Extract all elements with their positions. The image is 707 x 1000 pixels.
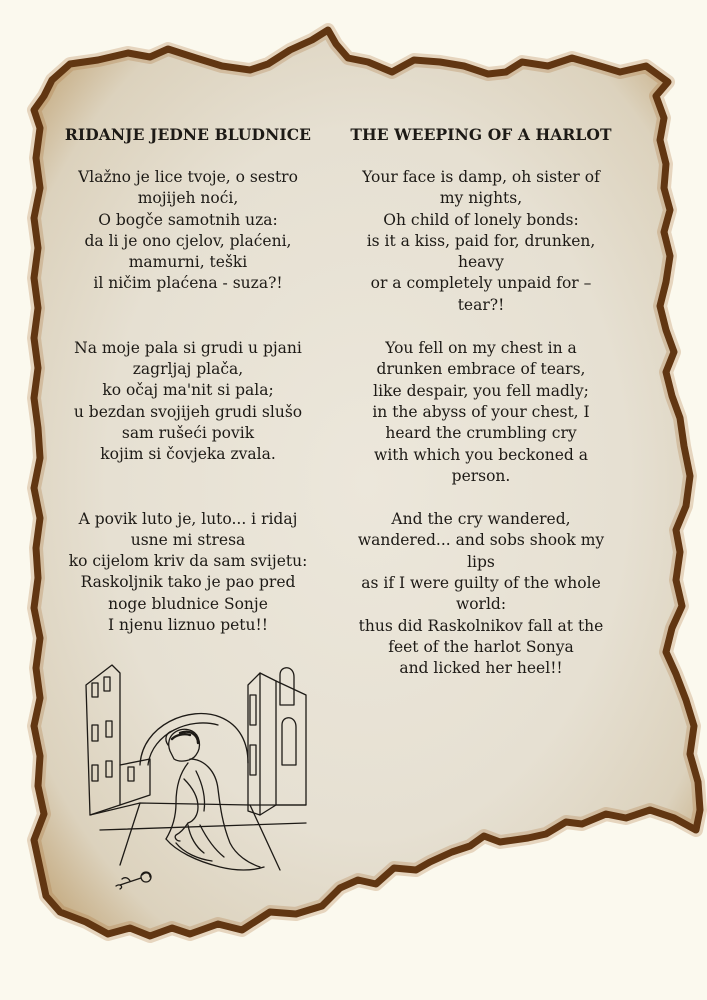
poem-line: drunken embrace of tears, [376,360,586,379]
left-poem [57,124,319,636]
poem-line: il ničim plaćena - suza?! [93,274,283,293]
poem-line: noge bludnice Sonje [108,594,268,613]
kneeling-woman-in-street-drawing [80,655,315,895]
poem-line: heard the crumbling cry [385,424,577,443]
poem-line: O bogče samotnih uza: [98,210,278,229]
poem-line: da li je ono cjelov, plaćeni, [84,231,292,250]
poem-line: feet of the harlot Sonya [388,637,574,656]
poem-line: usne mi stresa [130,530,246,549]
poem-line: in the abyss of your chest, I [372,402,590,421]
poem-line: or a completely unpaid for – [370,274,592,293]
poem-line: heavy [458,253,504,272]
poem-line: Na moje pala si grudi u pjani [74,338,302,357]
poem-line: person. [451,466,511,485]
right-poem-title: THE WEEPING OF A HARLOT [350,125,612,144]
poem-line: with which you beckoned a [374,445,588,464]
poem-line: my nights, [439,189,523,208]
poem-line: zagrljaj plača, [132,360,244,379]
poem-line: tear?! [457,295,505,314]
poem-line: thus did Raskolnikov fall at the [358,616,604,635]
poem-line: wandered... and sobs shook my [357,531,605,550]
poem-line: is it a kiss, paid for, drunken, [366,231,596,250]
poem-line: lips [467,552,495,571]
poem-line: mojijeh noći, [137,189,239,208]
poem-line: and licked her heel!! [399,659,563,678]
left-stanza-1 [57,167,319,295]
poem-line: Your face is damp, oh sister of [362,168,600,186]
poem-line: like despair, you fell madly; [373,381,589,400]
poem-line: You fell on my chest in a [385,339,577,358]
right-stanza-2 [350,338,612,487]
right-poem [350,124,612,680]
poem-line: A povik luto je, luto... i ridaj [78,509,298,528]
poem-line: u bezdan svojijeh grudi slušo [73,402,303,421]
poem-line: ko cijelom kriv da sam svijetu: [68,552,308,571]
poem-line: mamurni, teški [128,253,248,272]
poem-line: Vlažno je lice tvoje, o sestro [78,168,298,186]
poem-line: kojim si čovjeka zvala. [100,445,276,464]
poem-line: ko očaj ma'nit si pala; [102,381,274,400]
poem-line: Oh child of lonely bonds: [383,210,579,229]
left-stanza-2 [57,338,319,466]
poem-line: as if I were guilty of the whole [361,574,601,593]
poem-line: sam rušeći povik [121,423,255,442]
poem-line: world: [455,595,507,614]
poem-line: And the cry wandered, [391,510,571,529]
poem-line: I njenu liznuo petu!! [108,616,268,635]
poem-line: Raskoljnik tako je pao pred [80,573,296,592]
left-poem-title: RIDANJE JEDNE BLUDNICE [64,125,312,144]
right-stanza-1 [350,167,612,316]
left-stanza-3 [57,509,319,637]
right-stanza-3 [350,509,612,679]
